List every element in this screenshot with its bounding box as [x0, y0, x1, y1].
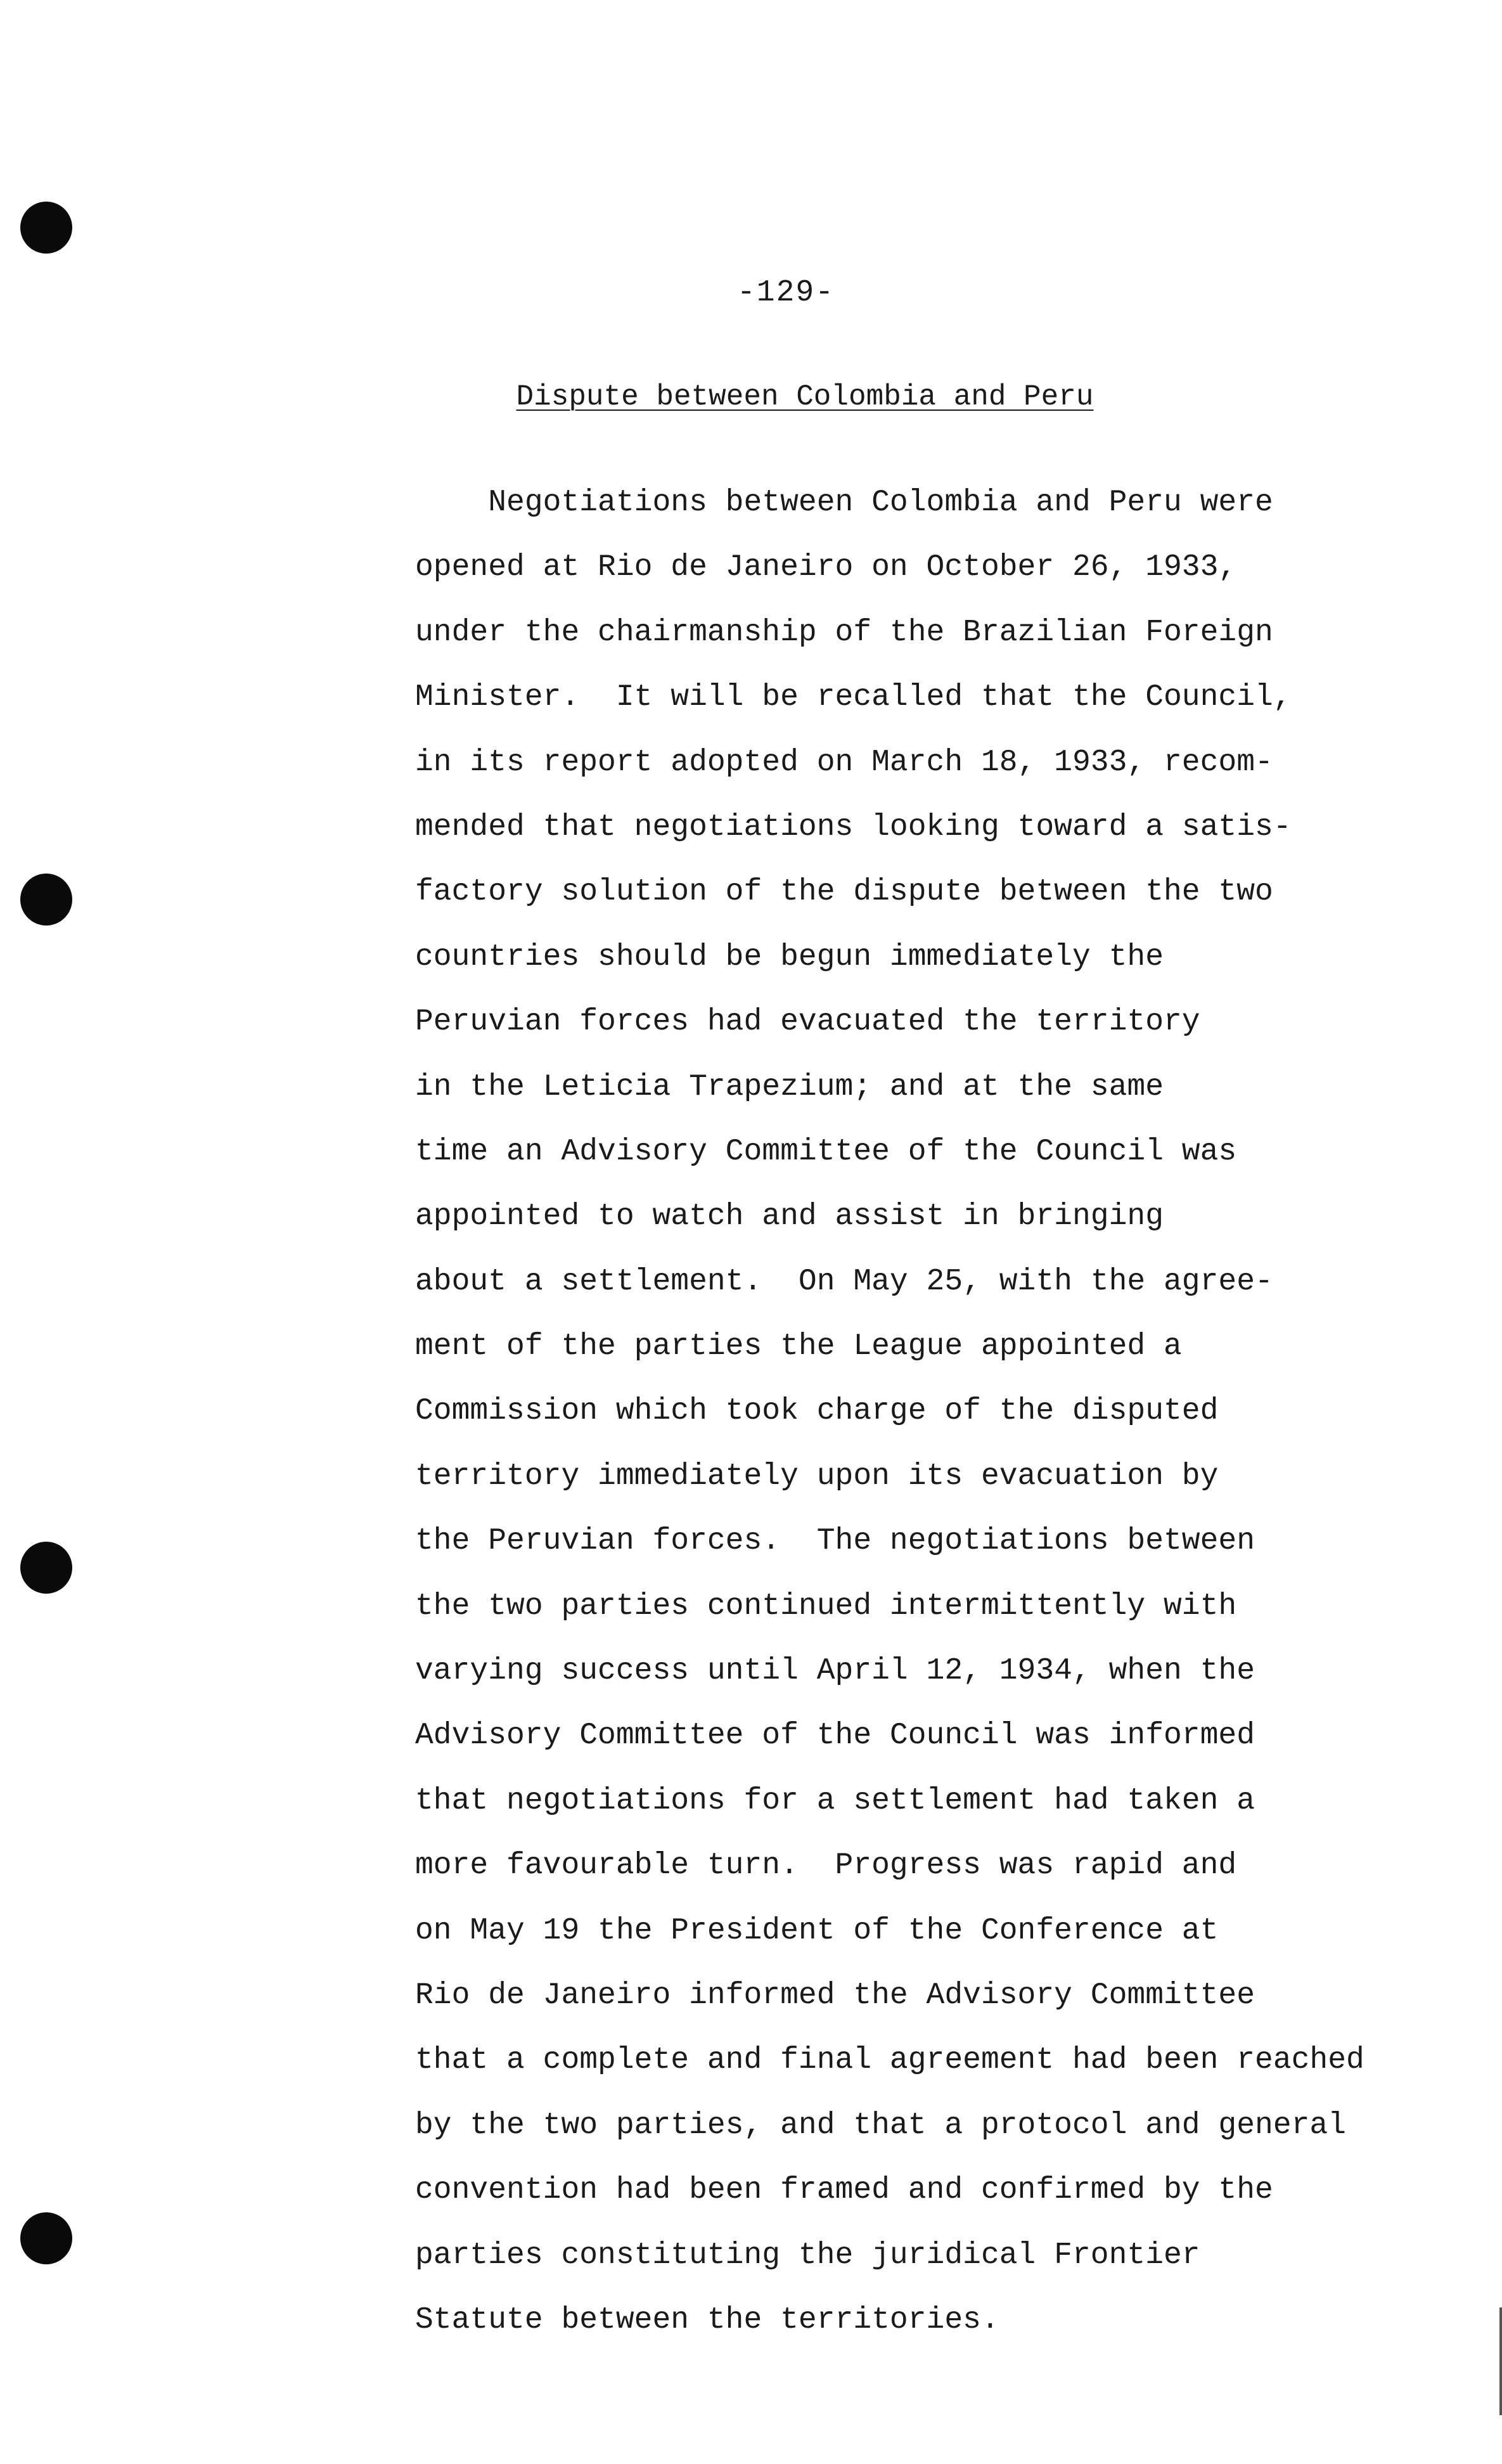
text-line: appointed to watch and assist in bringing: [415, 1199, 1164, 1234]
text-line: factory solution of the dispute between the two: [415, 875, 1273, 910]
page-number: -129-: [736, 276, 835, 310]
text-line: on May 19 the President of the Conference at: [415, 1913, 1219, 1948]
text-line: convention had been framed and confirmed by the: [415, 2173, 1273, 2208]
text-line: the two parties continued intermittently with: [415, 1589, 1237, 1623]
text-line: in its report adopted on March 18, 1933, recom-: [415, 745, 1273, 780]
text-line: Negotiations between Colombia and Peru were: [415, 486, 1273, 520]
punch-hole-mark: [20, 874, 72, 926]
text-line: time an Advisory Committee of the Council was: [415, 1134, 1237, 1169]
text-line: opened at Rio de Janeiro on October 26, 1933,: [415, 550, 1237, 585]
text-line: ment of the parties the League appointed a: [415, 1329, 1182, 1364]
text-line: Minister. It will be recalled that the Council,: [415, 680, 1292, 715]
text-line: more favourable turn. Progress was rapid and: [415, 1848, 1237, 1883]
text-line: Advisory Committee of the Council was informed: [415, 1719, 1255, 1753]
text-line: that negotiations for a settlement had taken a: [415, 1783, 1255, 1818]
text-line: in the Leticia Trapezium; and at the same: [415, 1069, 1164, 1104]
text-line: parties constituting the juridical Frontier: [415, 2238, 1200, 2273]
text-line: the Peruvian forces. The negotiations between: [415, 1524, 1255, 1559]
text-line: territory immediately upon its evacuation by: [415, 1459, 1219, 1493]
text-line: varying success until April 12, 1934, when the: [415, 1654, 1255, 1689]
punch-hole-mark: [20, 2212, 72, 2264]
text-line: that a complete and final agreement had been reached: [415, 2043, 1364, 2078]
body-paragraph: [415, 470, 1442, 2352]
text-line: under the chairmanship of the Brazilian Foreign: [415, 615, 1273, 650]
text-line: by the two parties, and that a protocol and general: [415, 2108, 1347, 2143]
text-line: Statute between the territories.: [415, 2302, 999, 2337]
text-line: Rio de Janeiro informed the Advisory Committee: [415, 1978, 1255, 2013]
text-line: Commission which took charge of the disputed: [415, 1394, 1219, 1429]
text-line: about a settlement. On May 25, with the agree-: [415, 1264, 1273, 1299]
text-line: countries should be begun immediately the: [415, 939, 1164, 974]
text-line: Peruvian forces had evacuated the territory: [415, 1005, 1200, 1040]
section-heading: Dispute between Colombia and Peru: [516, 380, 1094, 413]
punch-hole-mark: [20, 1542, 72, 1594]
text-line: mended that negotiations looking toward a satis-: [415, 810, 1292, 844]
page-edge-mark: [1499, 2307, 1502, 2415]
punch-hole-mark: [20, 202, 72, 254]
